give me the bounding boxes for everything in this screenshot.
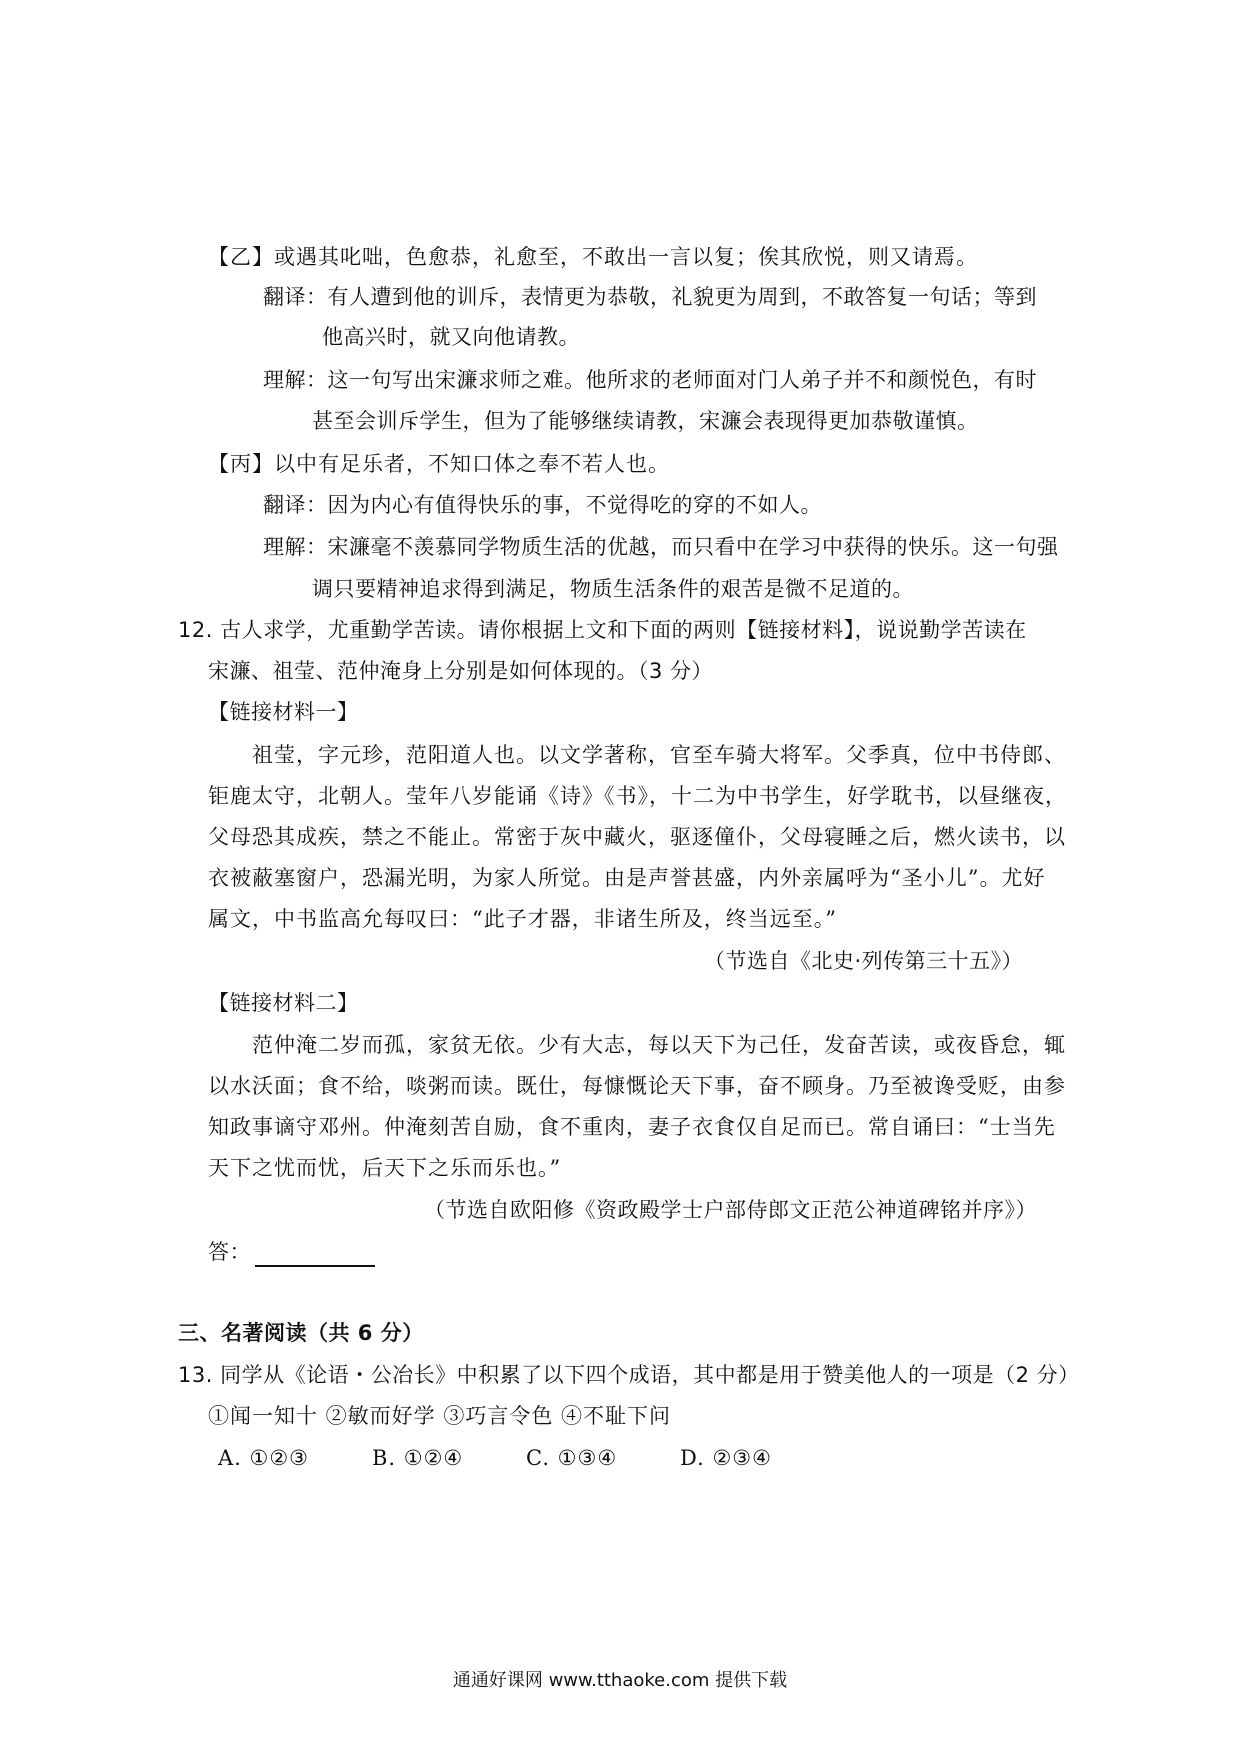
bing-original: 【丙】以中有足乐者，不知口体之奉不若人也。	[208, 452, 670, 476]
material1-line: 祖莹，字元珍，范阳道人也。以文学著称，官至车骑大将军。父季真，位中书侍郎、	[252, 743, 1066, 767]
option-d: D. ②③④	[680, 1446, 772, 1470]
material1-line: 属文，中书监高允每叹曰：“此子才器，非诸生所及，终当远至。”	[208, 907, 837, 931]
material2-title: 【链接材料二】	[208, 991, 359, 1015]
material1-source: （节选自《北史·列传第三十五》）	[704, 949, 1024, 973]
material1-line: 钜鹿太守，北朝人。莹年八岁能诵《诗》《书》，十二为中书学生，好学耽书，以昼继夜，	[208, 784, 1067, 808]
yi-original: 【乙】或遇其叱咄，色愈恭，礼愈至，不敢出一言以复；俟其欣悦，则又请焉。	[208, 245, 978, 269]
q13-stem: 13. 同学从《论语・公冶长》中积累了以下四个成语，其中都是用于赞美他人的一项是（2 分）	[178, 1363, 1080, 1387]
section3-heading: 三、名著阅读（共 6 分）	[178, 1321, 424, 1345]
yi-translation-line2: 他高兴时，就又向他请教。	[322, 325, 580, 349]
answer-label: 答：	[208, 1240, 251, 1264]
material2-source: （节选自欧阳修《资政殿学士户部侍郎文正范公神道碑铭并序》）	[424, 1198, 1037, 1222]
answer-row	[208, 1237, 375, 1267]
yi-understanding-line2: 甚至会训斥学生，但为了能够继续请教，宋濂会表现得更加恭敬谨慎。	[312, 409, 979, 433]
answer-blank[interactable]	[255, 1243, 375, 1267]
q12-stem-line2: 宋濂、祖莹、范仲淹身上分别是如何体现的。（3 分）	[208, 659, 714, 683]
option-b: B. ①②④	[372, 1446, 464, 1470]
option-c: C. ①③④	[526, 1446, 618, 1470]
page-footer: 通通好课网 www.tthaoke.com 提供下载	[452, 1670, 788, 1691]
material2-line: 范仲淹二岁而孤，家贫无依。少有大志，每以天下为己任，发奋苦读，或夜昏怠，辄	[252, 1033, 1066, 1057]
bing-understanding-line2: 调只要精神追求得到满足，物质生活条件的艰苦是微不足道的。	[312, 577, 914, 601]
yi-understanding-line1: 理解：这一句写出宋濂求师之难。他所求的老师面对门人弟子并不和颜悦色，有时	[263, 368, 1037, 392]
material1-title: 【链接材料一】	[208, 700, 359, 724]
q13-items: ①闻一知十 ②敏而好学 ③巧言令色 ④不耻下问	[208, 1404, 672, 1428]
bing-translation: 翻译：因为内心有值得快乐的事，不觉得吃的穿的不如人。	[263, 493, 822, 517]
material2-line: 天下之忧而忧，后天下之乐而乐也。”	[208, 1156, 562, 1180]
material2-line: 知政事谪守邓州。仲淹刻苦自励，食不重肉，妻子衣食仅自足而已。常自诵曰：“士当先	[208, 1115, 1056, 1139]
option-a: A. ①②③	[218, 1446, 309, 1470]
bing-understanding-line1: 理解：宋濂毫不羡慕同学物质生活的优越，而只看中在学习中获得的快乐。这一句强	[263, 535, 1059, 559]
yi-translation-line1: 翻译：有人遭到他的训斥，表情更为恭敬，礼貌更为周到，不敢答复一句话；等到	[263, 285, 1037, 309]
material1-line: 父母恐其成疾，禁之不能止。常密于灰中藏火，驱逐僮仆，父母寝睡之后，燃火读书，以	[208, 825, 1066, 849]
q12-stem-line1: 12. 古人求学，尤重勤学苦读。请你根据上文和下面的两则【链接材料】，说说勤学苦读在	[178, 618, 1027, 642]
material1-line: 衣被蔽塞窗户，恐漏光明，为家人所觉。由是声誉甚盛，内外亲属呼为“圣小儿”。尤好	[208, 866, 1046, 890]
material2-line: 以水沃面；食不给，啖粥而读。既仕，每慷慨论天下事，奋不顾身。乃至被谗受贬，由参	[208, 1074, 1066, 1098]
